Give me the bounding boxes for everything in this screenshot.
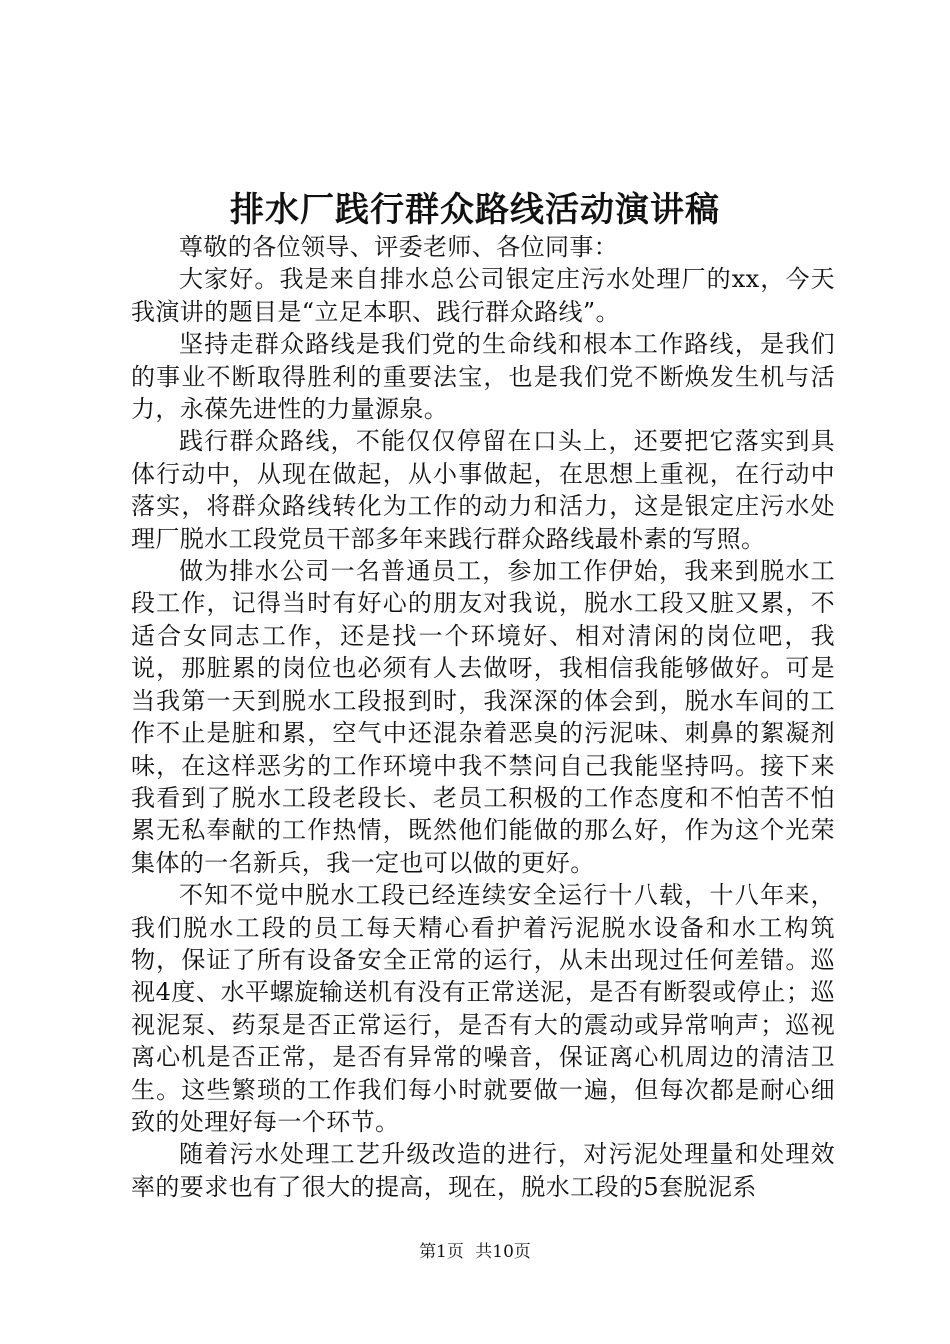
- paragraph-mass-line: 坚持走群众路线是我们党的生命线和根本工作路线，是我们的事业不断取得胜利的重要法宝，也是我们党不断焕发生机与活力，永葆先进性的力量源泉。: [131, 330, 835, 424]
- document-title: 排水厂践行群众路线活动演讲稿: [230, 190, 720, 230]
- paragraph-employee-story: 做为排水公司一名普通员工，参加工作伊始，我来到脱水工段工作，记得当时有好心的朋友对我说，脱水工段又脏又累，不适合女同志工作，还是找一个环境好、相对清闲的岗位吧，我说，那脏累的岗位也必须有人去做呀，我相信我能够做好。可是当我第一天到脱水工段报到时，我深深的体会到，脱水车间的工作不止是脏和累，空气中还混杂着恶臭的污泥味、刺鼻的絮凝剂味，在这样恶劣的工作环境中我不禁问自己我能坚持吗。接下来我看到了脱水工段老段长、老员工积极的工作态度和不怕苦不怕累无私奉献的工作热情，既然他们能做的那么好，作为这个光荣集体的一名新兵，我一定也可以做的更好。: [131, 557, 835, 877]
- page-footer: 第1页 共10页: [419, 1242, 531, 1262]
- paragraph-safe-operation: 不知不觉中脱水工段已经连续安全运行十八载，十八年来，我们脱水工段的员工每天精心看护着污泥脱水设备和水工构筑物，保证了所有设备安全正常的运行，从未出现过任何差错。巡视4度、水平螺旋输送机有没有正常送泥，是否有断裂或停止；巡视泥泵、药泵是否正常运行，是否有大的震动或异常响声；巡视离心机是否正常，是否有异常的噪音，保证离心机周边的清洁卫生。这些繁琐的工作我们每小时就要做一遍，但每次都是耐心细致的处理好每一个环节。: [131, 881, 835, 1136]
- paragraph-upgrade: 随着污水处理工艺升级改造的进行，对污泥处理量和处理效率的要求也有了很大的提高，现在，脱水工段的5套脱泥系: [131, 1140, 835, 1201]
- document-body: [131, 231, 835, 1203]
- paragraph-salutation: 尊敬的各位领导、评委老师、各位同事：: [179, 233, 619, 261]
- paragraph-practice: 践行群众路线，不能仅仅停留在口头上，还要把它落实到具体行动中，从现在做起，从小事做起，在思想上重视，在行动中落实，将群众路线转化为工作的动力和活力，这是银定庄污水处理厂脱水工段党员干部多年来践行群众路线最朴素的写照。: [131, 427, 835, 553]
- paragraph-greeting: 大家好。我是来自排水总公司银定庄污水处理厂的xx，今天我演讲的题目是“立足本职、践行群众路线”。: [131, 265, 835, 326]
